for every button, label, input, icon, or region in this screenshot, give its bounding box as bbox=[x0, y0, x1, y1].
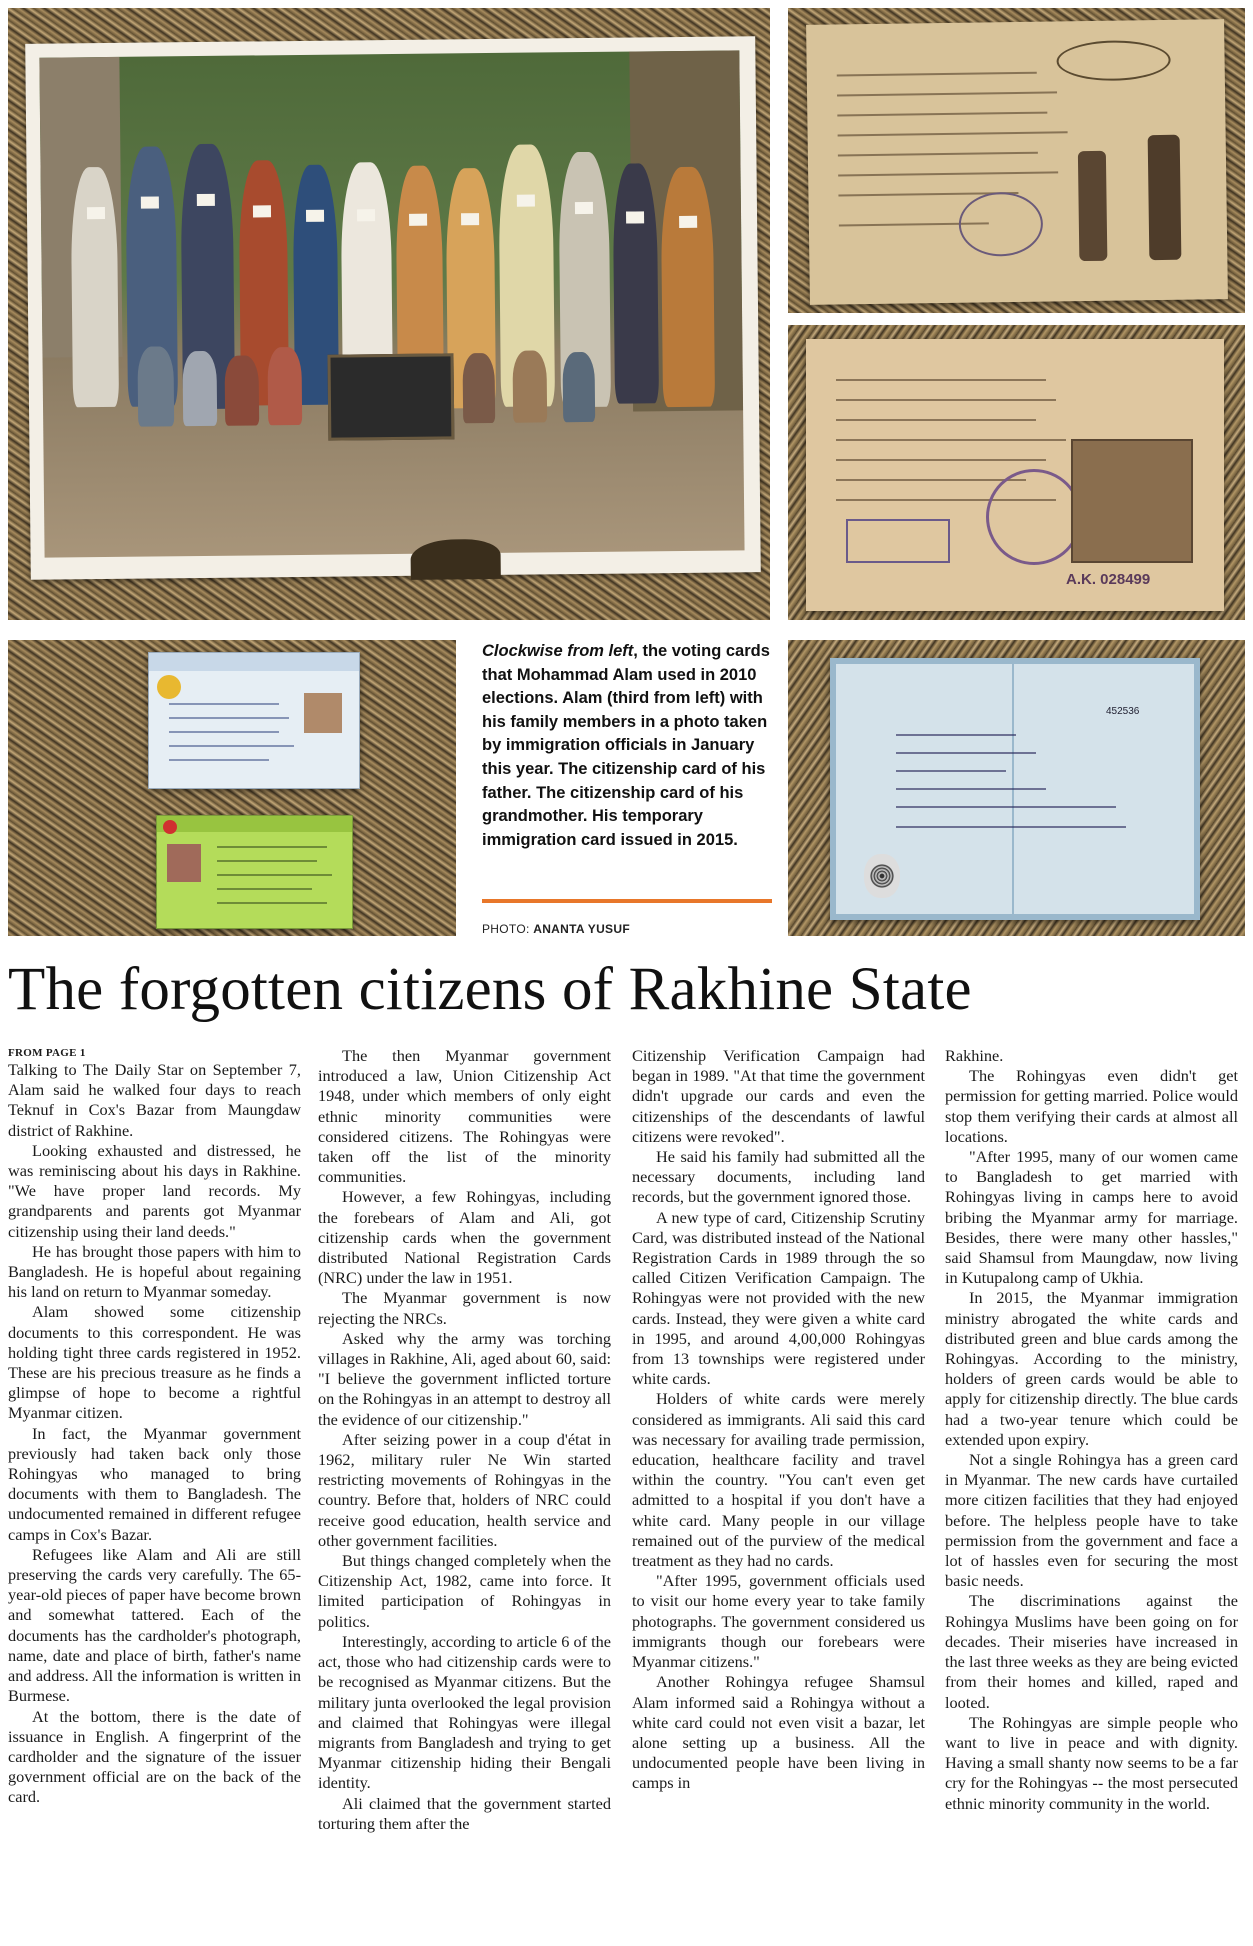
voting-card-top-panel bbox=[788, 8, 1245, 313]
paragraph: A new type of card, Citizenship Scrutiny Card, was distributed instead of the National Registration Cards in 1989 through the so called Citizen Verification Campaign. The Rohingyas were not provided with the new cards. Instead, they were given a white card in 1995, and around 4,00,000 Rohingyas from 13 townships were registered under white cards. bbox=[632, 1207, 925, 1389]
citizenship-cards-panel bbox=[8, 640, 456, 936]
paragraph: "After 1995, many of our women came to Bangladesh to get married with Rohingyas living in camps here to avoid bribing the Myanmar army for marriage. Besides, there were many other hassles," said Shamsul from Maungdaw, now living in Kutupalong camp of Ukhia. bbox=[945, 1147, 1238, 1288]
caption-lead: Clockwise from left bbox=[482, 642, 634, 660]
caption-rule bbox=[482, 899, 772, 903]
paragraph: He has brought those papers with him to Bangladesh. He is hopeful about regaining his land on return to Myanmar someday. bbox=[8, 1241, 301, 1302]
temporary-immigration-card bbox=[830, 658, 1200, 920]
temporary-card-panel bbox=[788, 640, 1245, 936]
voting-card-top bbox=[806, 19, 1228, 305]
paragraph: Not a single Rohingya has a green card in Myanmar. The new cards have curtailed more citizen facilities that they had enjoyed before. The helpless people have to take permission from the government and face a lot of hassles even for securing the most basic needs. bbox=[945, 1450, 1238, 1591]
paragraph: Talking to The Daily Star on September 7, Alam said he walked four days to reach Teknuf in Cox's Bazar from Maungdaw district of Rakhine. bbox=[8, 1060, 301, 1140]
paragraph: The Rohingyas even didn't get permission for getting married. Police would stop them verifying their cards at almost all locations. bbox=[945, 1066, 1238, 1146]
temp-card-number: 452536 bbox=[1106, 706, 1140, 717]
voting-card-bottom-panel bbox=[788, 325, 1245, 620]
fingerprint bbox=[864, 854, 900, 898]
paragraph: He said his family had submitted all the necessary documents, including land records, but the government ignored those. bbox=[632, 1147, 925, 1207]
article-column-1 bbox=[8, 1046, 301, 1808]
paragraph: Citizenship Verification Campaign had began in 1989. "At that time the government didn't upgrade our cards and even the citizenships of the descendants of lawful citizens were revoked". bbox=[632, 1046, 925, 1146]
paragraph: Interestingly, according to article 6 of the act, those who had citizenship cards were to be recognised as Myanmar citizens. But the military junta overlooked the legal provision and claimed that Rohingyas were illegal migrants from Bangladesh and trying to get Myanmar citizenship hiding their Bengali identity. bbox=[318, 1631, 611, 1793]
paragraph: After seizing power in a coup d'état in 1962, military ruler Ne Win started restricting movements of Rohingyas in the country. Before that, holders of NRC could receive good education, health service and other government facilities. bbox=[318, 1429, 611, 1550]
photographer-name: ANANTA YUSUF bbox=[533, 922, 630, 936]
photo-credit: PHOTO: ANANTA YUSUF bbox=[482, 922, 630, 936]
card-serial: A.K. 028499 bbox=[1066, 571, 1151, 588]
family-photo-print bbox=[25, 36, 761, 580]
paragraph: In fact, the Myanmar government previously had taken back only those Rohingyas who managed to bring documents with them to Bangladesh. The undocumented remained in different refugee camps in Cox's Bazar. bbox=[8, 1423, 301, 1544]
chalk-slate bbox=[327, 353, 454, 440]
paragraph: Asked why the army was torching villages in Rakhine, Ali, aged about 60, said: "I believe the government inflicted torture on the Rohingyas in an attempt to destroy all the evidence of our citizenship." bbox=[318, 1328, 611, 1429]
family-photo-panel bbox=[8, 8, 770, 620]
paragraph: "After 1995, government officials used to visit our home every year to take family photographs. The government considered us immigrants though our forebears were Myanmar citizens." bbox=[632, 1571, 925, 1672]
paragraph: Refugees like Alam and Ali are still preserving the cards very carefully. The 65-year-old pieces of paper have become brown and somewhat tattered. Each of the documents has the cardholder's photograph, name, date and place of birth, father's name and address. All the information is written in Burmese. bbox=[8, 1544, 301, 1706]
voting-card-bottom bbox=[806, 339, 1224, 611]
paragraph: The discriminations against the Rohingya Muslims have been going on for decades. Their miseries have increased in the last three weeks as they are being evicted from their homes and killed, raped and looted. bbox=[945, 1591, 1238, 1712]
paragraph: The Rohingyas are simple people who want to live in peace and with dignity. Having a small shanty now seems to be a far cry for the Rohingyas -- the most persecuted ethnic minority community in the world. bbox=[945, 1712, 1238, 1813]
from-page-label: FROM PAGE 1 bbox=[8, 1047, 86, 1059]
paragraph: Holders of white cards were merely considered as immigrants. Ali said this card was necessary for availing trade permission, education, healthcare facility and travel within the country. "You can't even get admitted to a hospital if you don't have a white card. Many people in our village remained out of the purview of the medical treatment as they had no cards. bbox=[632, 1389, 925, 1571]
family-photo-image bbox=[39, 50, 744, 557]
paragraph: But things changed completely when the Citizenship Act, 1982, came into force. It limited participation of Rohingyas in politics. bbox=[318, 1551, 611, 1631]
photo-caption bbox=[482, 640, 772, 852]
paragraph: However, a few Rohingyas, including the forebears of Alam and Ali, got citizenship cards when the government distributed National Registration Cards (NRC) under the law in 1951. bbox=[318, 1187, 611, 1288]
paragraph: At the bottom, there is the date of issuance in English. A fingerprint of the cardholder and the signature of the issuer government official are on the back of the card. bbox=[8, 1706, 301, 1807]
cardholder-photo bbox=[1071, 439, 1193, 563]
paragraph: Looking exhausted and distressed, he was reminiscing about his days in Rakhine. "We have proper land records. My grandparents and parents got Myanmar citizenship using their land deeds." bbox=[8, 1140, 301, 1241]
paragraph: Another Rohingya refugee Shamsul Alam informed said a Rohingya without a white card could not even visit a bazar, let alone setting up a business. All the undocumented people have been living in camps in bbox=[632, 1672, 925, 1793]
paragraph: The then Myanmar government introduced a law, Union Citizenship Act 1948, under which members of only eight ethnic minority communities were considered citizens. The Rohingyas were taken off the list of the minority communities. bbox=[318, 1046, 611, 1187]
caption-text: , the voting cards that Mohammad Alam used in 2010 elections. Alam (third from left) with his family members in a photo taken by immigration officials in January this year. The citizenship card of his father. The citizenship card of his grandmother. His temporary immigration card issued in 2015. bbox=[482, 642, 770, 849]
paragraph: Alam showed some citizenship documents to this correspondent. He was holding tight three cards registered in 1952. These are his precious treasure as he finds a glimpse of hope to become a rightful Myanmar citizen. bbox=[8, 1302, 301, 1423]
paragraph: The Myanmar government is now rejecting the NRCs. bbox=[318, 1288, 611, 1328]
article-column-2 bbox=[318, 1046, 611, 1834]
father-citizenship-card bbox=[148, 652, 360, 789]
grandmother-citizenship-card bbox=[156, 815, 353, 929]
paragraph: Ali claimed that the government started torturing them after the bbox=[318, 1793, 611, 1833]
paragraph: In 2015, the Myanmar immigration ministry abrogated the white cards and distributed green and blue cards among the Rohingyas. According to the ministry, holders of green cards would be able to apply for citizenship directly. The blue cards had a two-year tenure which could be extended upon expiry. bbox=[945, 1288, 1238, 1449]
paragraph: Rakhine. bbox=[945, 1046, 1004, 1065]
article-column-3 bbox=[632, 1046, 925, 1794]
article-headline: The forgotten citizens of Rakhine State bbox=[8, 956, 972, 1023]
article-column-4 bbox=[945, 1046, 1238, 1814]
